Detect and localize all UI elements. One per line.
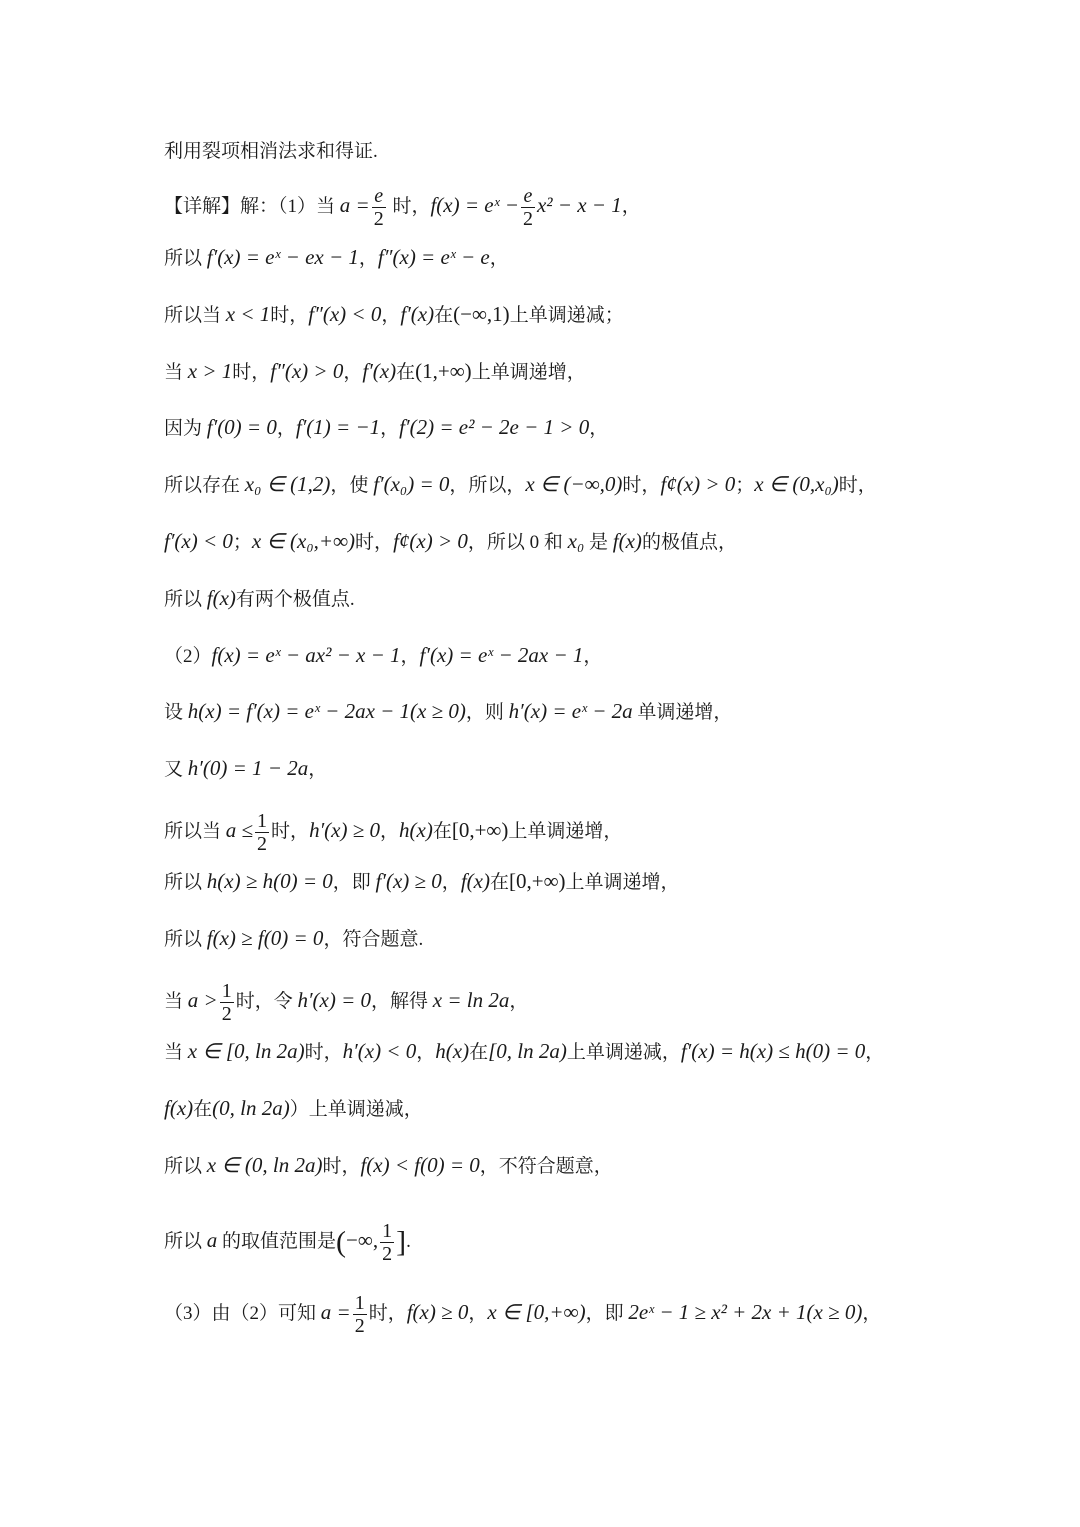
fraction xyxy=(353,1292,367,1337)
text: 时， xyxy=(271,820,310,842)
text-line-18 xyxy=(164,1094,423,1124)
text: ， xyxy=(343,362,363,383)
text-line-19 xyxy=(164,1151,613,1181)
math: h(x) xyxy=(435,1039,470,1063)
text: 时， xyxy=(355,532,394,553)
text: ，即 xyxy=(585,1302,629,1324)
text: 时， xyxy=(304,1042,343,1063)
math: x = ln 2a xyxy=(432,987,510,1012)
text: ，则 xyxy=(465,702,509,723)
text: 时， xyxy=(387,195,431,217)
text: ，所以 0 和 xyxy=(467,532,568,553)
math: f(x) ≥ f(0) = 0 xyxy=(206,926,324,950)
math: x ∈ [0, ln 2a) xyxy=(187,1039,305,1063)
math: f(x) xyxy=(460,869,490,893)
text-line-13 xyxy=(164,810,622,855)
text: ； xyxy=(232,532,252,553)
math: h′(x) = eˣ − 2a xyxy=(508,699,633,723)
math: f′(x) ≥ 0 xyxy=(375,869,442,893)
text: 时， xyxy=(622,475,661,496)
math: (1,+∞) xyxy=(415,359,472,383)
text: ， xyxy=(380,820,400,842)
fraction xyxy=(521,185,535,230)
math: x ∈ (−∞,0) xyxy=(525,472,623,496)
math: (−∞,1) xyxy=(453,302,510,326)
math: h′(x) < 0 xyxy=(342,1039,417,1063)
math: f″(x) < 0 xyxy=(308,302,382,326)
text-line-12 xyxy=(164,754,327,784)
text-line-1 xyxy=(164,138,378,166)
text-line-11 xyxy=(164,697,732,727)
math: f′(x) xyxy=(362,359,397,383)
text: 在 xyxy=(434,305,454,326)
text-line-5 xyxy=(164,357,586,387)
text: ，所以， xyxy=(449,475,526,496)
math: x > 1 xyxy=(187,359,233,383)
text: 在 xyxy=(193,1099,213,1120)
fraction xyxy=(220,980,234,1025)
text-line-17 xyxy=(164,1037,884,1067)
math: f(x) = eˣ − xyxy=(430,192,519,217)
text: 所以存在 xyxy=(164,475,245,496)
math: x² − x − 1 xyxy=(536,192,622,217)
text-line-14 xyxy=(164,867,680,897)
denominator: 2 xyxy=(522,208,533,230)
text: 上单调递减； xyxy=(509,305,624,326)
text: 在 xyxy=(489,872,509,893)
text-line-8 xyxy=(164,527,737,557)
text: ，解得 xyxy=(371,990,433,1012)
text: 所以 xyxy=(164,248,207,269)
math: h(x) = f′(x) = eˣ − 2ax − 1(x ≥ 0) xyxy=(187,699,466,723)
math: f(x) xyxy=(164,1096,194,1120)
text: ， xyxy=(468,1302,488,1324)
math: [0,+∞) xyxy=(508,869,566,893)
text-line-4 xyxy=(164,300,624,330)
text: 所以 xyxy=(164,872,207,893)
denominator: 2 xyxy=(221,1003,232,1025)
text-line-15 xyxy=(164,924,423,954)
text: ， xyxy=(583,646,603,667)
text: 时， xyxy=(322,1156,361,1177)
part-label: （3）由（2）可知 xyxy=(164,1302,321,1324)
math: h(x) ≥ h(0) = 0 xyxy=(206,869,333,893)
text: 是 xyxy=(584,532,613,553)
text: . xyxy=(406,1230,411,1252)
text: 在 xyxy=(396,362,416,383)
text: ， xyxy=(489,248,509,269)
math-bracket: ( xyxy=(336,1225,347,1259)
math: x < 1 xyxy=(225,302,271,326)
text: 的极值点， xyxy=(641,532,737,553)
text-line-3 xyxy=(164,243,509,273)
text: ， xyxy=(441,872,461,893)
numerator: e xyxy=(521,185,535,208)
text: 上单调递减， xyxy=(566,1042,681,1063)
text-line-10 xyxy=(164,641,602,671)
fraction xyxy=(255,810,269,855)
text: ， xyxy=(358,248,378,269)
denominator: 2 xyxy=(257,833,268,855)
text-line-20 xyxy=(164,1220,411,1265)
math: [0, ln 2a) xyxy=(488,1039,567,1063)
text: 时， xyxy=(270,305,309,326)
math: x ∈ (x₀,+∞) xyxy=(251,529,356,553)
text: ， xyxy=(276,418,296,439)
denominator: 2 xyxy=(373,208,384,230)
math: f′(x) = h(x) ≤ h(0) = 0 xyxy=(680,1039,866,1063)
math: f″(x) = eˣ − e xyxy=(377,245,490,269)
text: 又 xyxy=(164,759,188,780)
math: f′(0) = 0 xyxy=(206,415,277,439)
text: ，即 xyxy=(332,872,376,893)
text: ， xyxy=(509,990,529,1012)
math: f′(x) = eˣ − ex − 1 xyxy=(206,245,359,269)
math: f(x) < f(0) = 0 xyxy=(360,1153,480,1177)
text: 在 xyxy=(432,820,452,842)
text: 单调递增， xyxy=(632,702,733,723)
text: 上单调递增， xyxy=(565,872,680,893)
math: 2eˣ − 1 ≥ x² + 2x + 1(x ≥ 0) xyxy=(628,1299,863,1324)
numerator: 1 xyxy=(382,1220,393,1242)
text: 时，令 xyxy=(235,990,298,1012)
fraction xyxy=(380,1220,394,1265)
text: 有两个极值点. xyxy=(235,589,355,610)
text: ； xyxy=(735,475,755,496)
math: a = xyxy=(339,192,370,217)
text: 所以 xyxy=(164,1156,207,1177)
text: ， xyxy=(621,195,641,217)
text: 所以 xyxy=(164,929,207,950)
denominator: 2 xyxy=(354,1315,365,1337)
text: ， xyxy=(400,646,420,667)
math: [0,+∞) xyxy=(451,817,509,842)
text: ， xyxy=(308,759,328,780)
text: ， xyxy=(381,305,401,326)
text: 上单调递增， xyxy=(471,362,586,383)
text-line-6 xyxy=(164,413,608,443)
intro-text: 利用裂项相消法求和得证. xyxy=(164,141,378,162)
text: 因为 xyxy=(164,418,207,439)
text: 时， xyxy=(232,362,271,383)
text: ，符合题意. xyxy=(323,929,424,950)
text-line-7 xyxy=(164,470,877,500)
text-line-9 xyxy=(164,584,355,614)
math: f′(2) = e² − 2e − 1 > 0 xyxy=(399,415,590,439)
math: f′(x) xyxy=(400,302,435,326)
math: f′(x) = eˣ − 2ax − 1 xyxy=(419,643,584,667)
math: a > xyxy=(187,987,218,1012)
math: f(x) ≥ 0 xyxy=(406,1299,469,1324)
text-line-16 xyxy=(164,980,528,1025)
math: f(x) xyxy=(206,586,236,610)
part-label: （2） xyxy=(164,646,212,667)
text: 时， xyxy=(838,475,877,496)
text: ， xyxy=(589,418,609,439)
math: f¢(x) > 0 xyxy=(660,472,736,496)
text: 设 xyxy=(164,702,188,723)
text: 时， xyxy=(368,1302,407,1324)
text: 上单调递增， xyxy=(508,820,623,842)
math: a ≤ xyxy=(225,817,254,842)
math: f′(x) < 0 xyxy=(164,529,233,553)
text-line-21 xyxy=(164,1292,881,1337)
text: ，不符合题意， xyxy=(479,1156,613,1177)
text: 所以当 xyxy=(164,305,226,326)
math: x ∈ (0, ln 2a) xyxy=(206,1153,323,1177)
math: h′(x) ≥ 0 xyxy=(309,817,380,842)
numerator: 1 xyxy=(354,1292,365,1314)
math: h′(x) = 0 xyxy=(297,987,372,1012)
math: a xyxy=(206,1227,218,1252)
math: a = xyxy=(320,1299,351,1324)
math-bracket: ] xyxy=(396,1225,407,1259)
text: 的取值范围是 xyxy=(217,1230,337,1252)
text: 当 xyxy=(164,1042,188,1063)
math: f″(x) > 0 xyxy=(270,359,344,383)
numerator: e xyxy=(372,185,386,208)
text: 所以 xyxy=(164,589,207,610)
text: ， xyxy=(862,1302,882,1324)
text: 当 xyxy=(164,362,188,383)
numerator: 1 xyxy=(257,810,268,832)
text: 所以 xyxy=(164,1230,207,1252)
denominator: 2 xyxy=(382,1243,393,1265)
math: f(x) xyxy=(612,529,642,553)
math: −∞, xyxy=(346,1227,379,1252)
math: x ∈ (0,x₀) xyxy=(754,472,839,496)
math: f¢(x) > 0 xyxy=(393,529,468,553)
math: (0, ln 2a) xyxy=(212,1096,290,1120)
text: ， xyxy=(380,418,400,439)
text: ）上单调递减， xyxy=(289,1099,423,1120)
fraction xyxy=(372,185,386,230)
text: ，使 xyxy=(330,475,374,496)
detail-label: 【详解】解：（1）当 xyxy=(164,195,340,217)
math: x₀ xyxy=(567,529,585,553)
math: x₀ ∈ (1,2) xyxy=(244,472,331,496)
math: x ∈ [0,+∞) xyxy=(487,1299,586,1324)
math: h(x) xyxy=(399,817,433,842)
math: h′(0) = 1 − 2a xyxy=(187,756,309,780)
text: 当 xyxy=(164,990,188,1012)
numerator: 1 xyxy=(221,980,232,1002)
math: f(x) = eˣ − ax² − x − 1 xyxy=(211,643,401,667)
text: 在 xyxy=(469,1042,489,1063)
math: f′(1) = −1 xyxy=(295,415,381,439)
text: ， xyxy=(865,1042,885,1063)
text: ， xyxy=(416,1042,436,1063)
text-line-2 xyxy=(164,185,641,230)
text: 所以当 xyxy=(164,820,226,842)
math: f′(x₀) = 0 xyxy=(373,472,450,496)
